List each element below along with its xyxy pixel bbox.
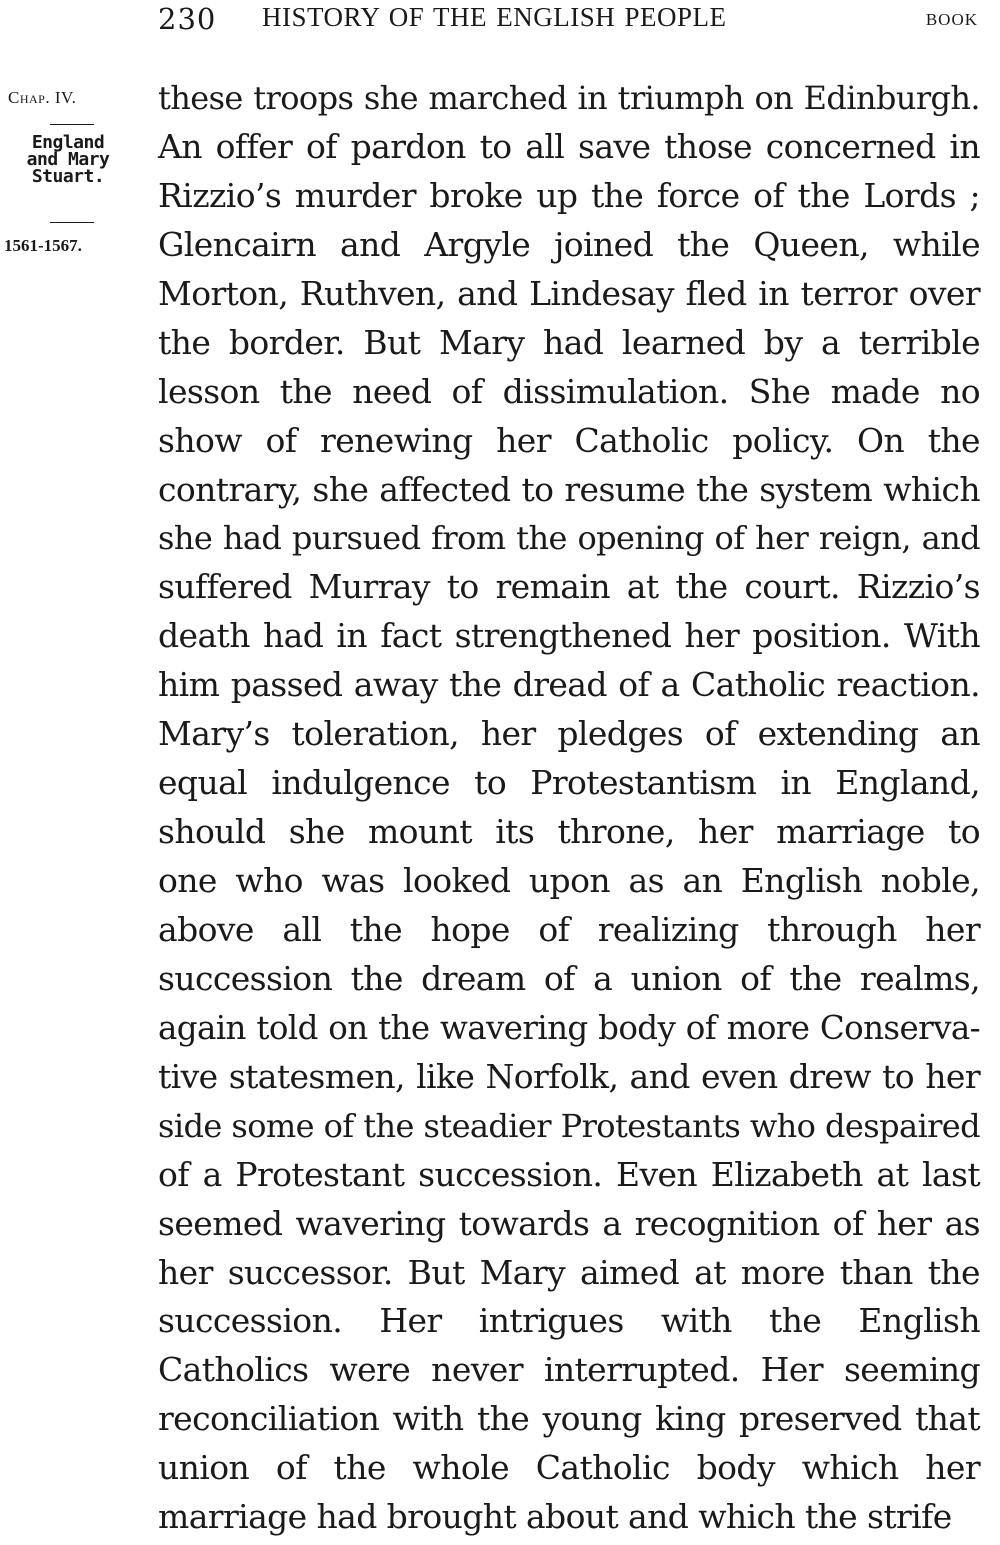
text-line: union of the whole Catholic body which her xyxy=(158,1448,980,1488)
text-line: lesson the need of dissimulation. She made no xyxy=(158,371,980,411)
book-label: BOOK xyxy=(925,10,978,29)
body-text xyxy=(158,74,980,1542)
text-line: reconciliation with the young king preserved that xyxy=(158,1399,980,1439)
text-line: Catholics were never interrupted. Her seeming xyxy=(158,1350,980,1390)
text-line: him passed away the dread of a Catholic reaction. xyxy=(158,665,980,705)
text-line: should she mount its throne, her marriage to xyxy=(158,812,980,852)
text-line: Mary’s toleration, her pledges of extending an xyxy=(158,714,980,754)
text-line: she had pursued from the opening of her reign, and xyxy=(158,519,980,558)
date-range: 1561-1567. xyxy=(4,236,82,255)
text-line: tive statesmen, like Norfolk, and even drew to her xyxy=(158,1056,980,1096)
margin-topic-line: England xyxy=(31,132,105,153)
margin-topic-line: Stuart. xyxy=(31,166,105,187)
text-line: Rizzio’s murder broke up the force of the Lords ; xyxy=(158,175,980,215)
text-line: show of renewing her Catholic policy. On the xyxy=(158,420,980,460)
chapter-label: Chap. IV. xyxy=(8,88,77,107)
text-line: above all the hope of realizing through her xyxy=(158,909,980,949)
text-line: equal indulgence to Protestantism in England, xyxy=(158,763,980,803)
running-title: HISTORY OF THE ENGLISH PEOPLE xyxy=(262,2,727,32)
margin-rule-bottom xyxy=(50,222,94,223)
running-head xyxy=(0,0,1000,44)
margin-topic xyxy=(6,134,130,185)
text-line: the border. But Mary had learned by a terrible xyxy=(158,322,980,362)
page-number: 230 xyxy=(158,2,217,36)
text-line: marriage had brought about and which the strife xyxy=(158,1497,952,1537)
text-line: Glencairn and Argyle joined the Queen, while xyxy=(158,224,980,264)
text-line: suffered Murray to remain at the court. Rizzio’s xyxy=(158,567,980,607)
text-line: Morton, Ruthven, and Lindesay fled in terror over xyxy=(158,273,980,313)
text-line: one who was looked upon as an English noble, xyxy=(158,861,980,900)
text-line: succession. Her intrigues with the English xyxy=(158,1301,980,1341)
text-line: succession the dream of a union of the realms, xyxy=(158,958,980,998)
text-line: of a Protestant succession. Even Elizabeth at last xyxy=(158,1154,980,1194)
text-line: An offer of pardon to all save those concerned in xyxy=(158,126,980,166)
text-line: again told on the wavering body of more Conserva- xyxy=(158,1008,980,1047)
text-line: these troops she marched in triumph on Edinburgh. xyxy=(158,79,980,117)
text-line: side some of the steadier Protestants who despaired xyxy=(158,1106,980,1145)
margin-topic-line: and Mary xyxy=(26,149,110,170)
text-line: death had in fact strengthened her position. With xyxy=(158,616,980,656)
text-line: seemed wavering towards a recognition of her as xyxy=(158,1203,980,1243)
text-line: contrary, she affected to resume the system which xyxy=(158,469,980,509)
text-line: her successor. But Mary aimed at more than the xyxy=(158,1252,980,1292)
margin-rule-top xyxy=(50,124,94,125)
